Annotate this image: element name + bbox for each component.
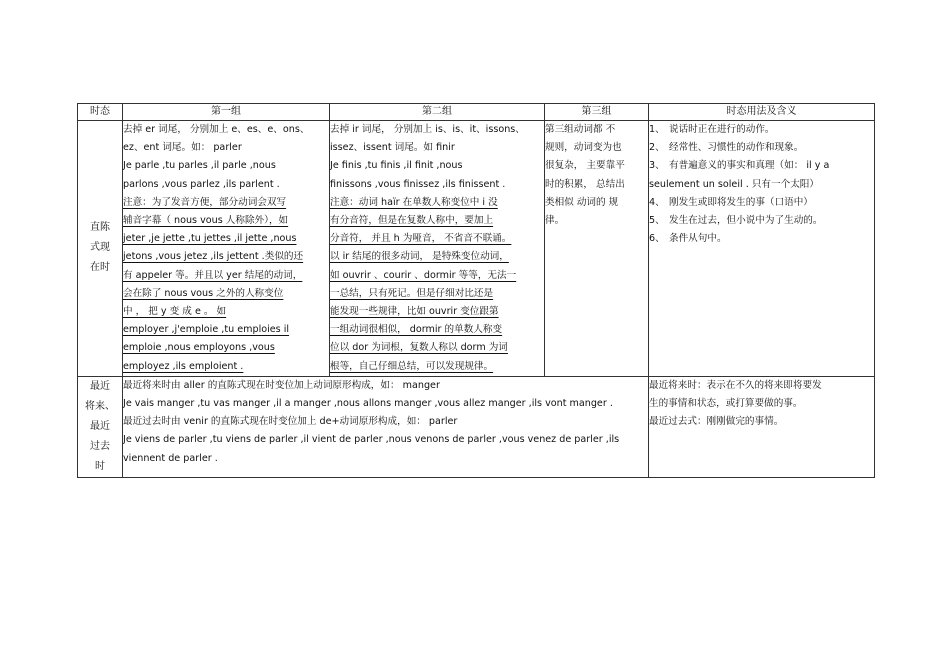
header-group3: 第三组 [545,104,649,121]
present-group1-cell: 去掉 er 词尾， 分别加上 e、es、e、ons、 ez、ent 词尾。如： parler Je parle ,tu parles ,il parle ,nous parlons ,vous parlez ,ils parlent . 注意：为了发音方便，部分动词会双写 辅音字幕（ nous vous 人称除外），如 jeter ,je jette ,tu jettes ,il jette ,nous jetons ,vous jetez ,ils jettent .类似的还 有 appeler 等。并且以 yer 结尾的动词， 会在除了 nous vous 之外的人称变位 中 ， 把 y 变 成 e 。 如 employer ,j'emploie ,tu emploies il emploie ,nous employons ,vous employez ,ils emploient . [123,121,330,377]
usage-item: 2、 经常性、习惯性的动作和现象。 [649,142,804,154]
usage-item: 5、 发生在过去，但小说中为了生动的。 [649,215,823,227]
usage-item: 6、 条件从句中。 [649,233,727,245]
usage-item: 3、 有普遍意义的事实和真理（如： il y a [649,160,830,172]
header-group1: 第一组 [123,104,330,121]
header-row [78,104,875,121]
present-group3-cell: 第三组动词都 不 规则，动词变为也 很复杂， 主要靠平 时的积累， 总结出 类相似 动词的 规 律。 [545,121,649,377]
present-tense-row [78,121,875,377]
conjugation-table [77,103,875,478]
usage-item: 4、 刚发生或即将发生的事（口语中） [649,196,813,208]
recent-usage-cell: 最近将来时：表示在不久的将来即将要发 生的事情和状态，或打算要做的事。 最近过去式：刚刚做完的事情。 [649,376,875,477]
recent-tense-row [78,376,875,477]
header-tense: 时态 [78,104,123,121]
header-usage: 时态用法及含义 [649,104,875,121]
present-tense-label: 直陈 式现 在时 [78,121,123,377]
recent-body-cell: 最近将来时由 aller 的直陈式现在时变位加上动词原形构成，如： manger Je vais manger ,tu vas manger ,il a manger ,nous allons manger ,vous allez manger ,ils vont manger . 最近过去时由 venir 的直陈式现在时变位加上 de+动词原形构成，如： parler Je viens de parler ,tu viens de parler ,il vient de parler ,nous venons de parler ,vous venez de parler ,ils viennent de parler . [123,376,649,477]
present-usage-cell [649,121,875,377]
usage-item: seulement un soleil . 只有一个太阳） [649,178,819,190]
usage-item: 1、 说话时正在进行的动作。 [649,124,775,135]
present-group2-cell: 去掉 ir 词尾， 分别加上 is、is、it、issons、 issez、issent 词尾。如 finir Je finis ,tu finis ,il finit ,nous finissons ,vous finissez ,ils finissent . 注意：动词 haïr 在单数人称变位中 i 没 有分音符，但是在复数人称中，要加上 分音符， 并且 h 为哑音， 不省音不联诵。 以 ir 结尾的很多动词， 是特殊变位动词， 如 ouvrir 、courir 、dormir 等等，无法一 一总结，只有死记。但是仔细对比还是 能发现一些规律，比如 ouvrir 变位跟第 一组动词很相似， dormir 的单数人称变 位以 dor 为词根，复数人称以 dorm 为词 根等，自己仔细总结，可以发现规律。 [330,121,545,377]
recent-tense-label: 最近 将来、 最近 过去 时 [78,376,123,477]
header-group2: 第二组 [330,104,545,121]
